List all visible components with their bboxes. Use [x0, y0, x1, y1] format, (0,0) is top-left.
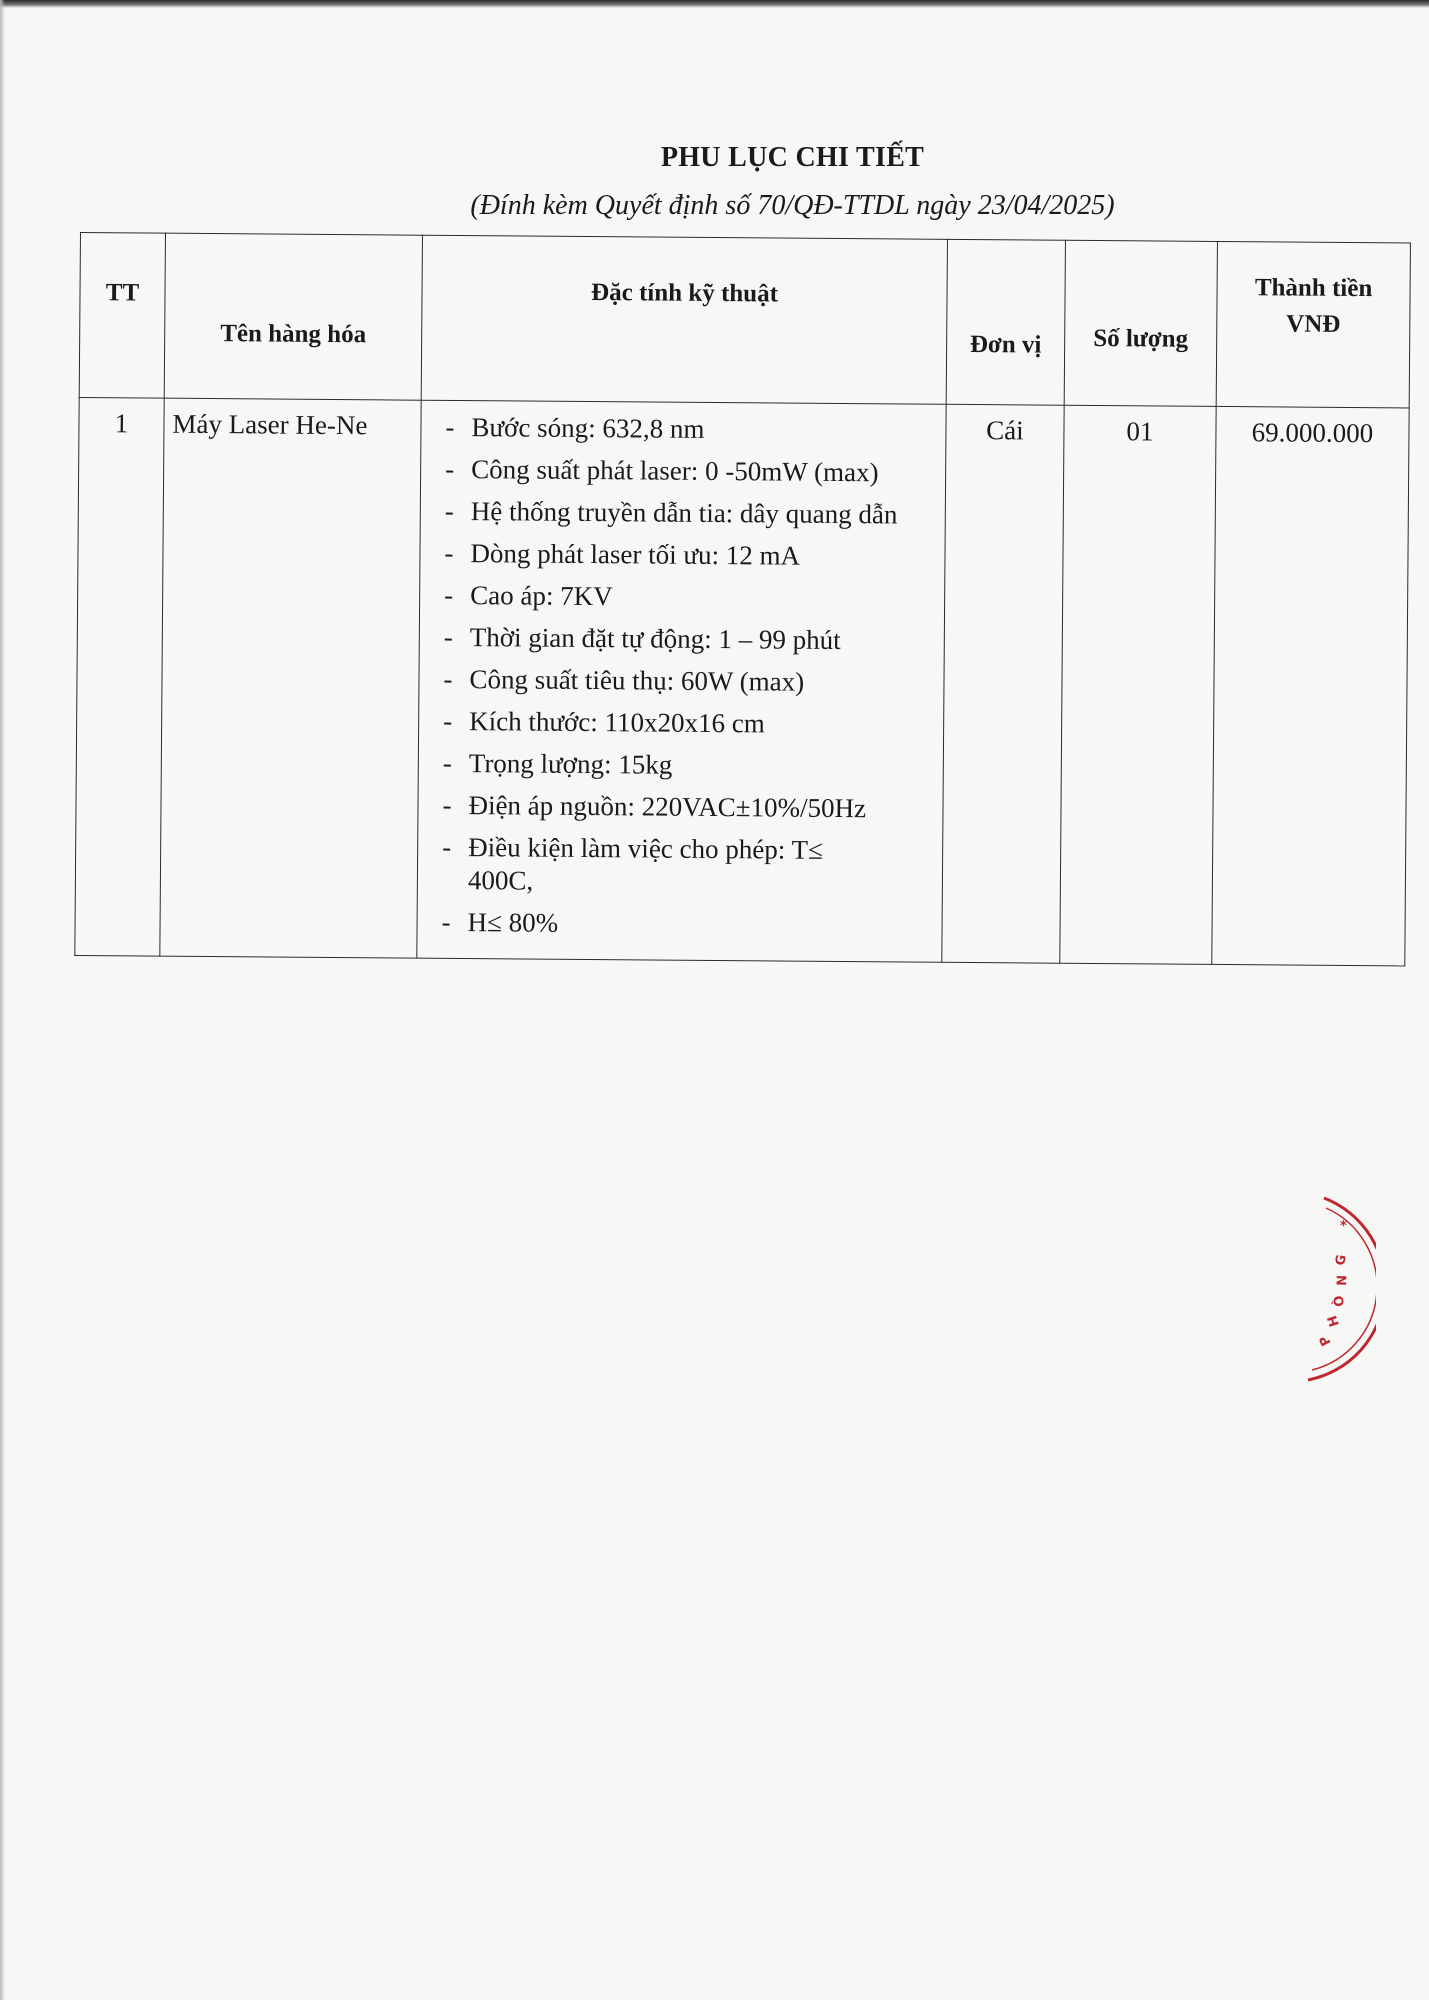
- red-seal-stamp: [1296, 1196, 1376, 1386]
- spec-item-high-voltage: - Cao áp: 7KV: [428, 579, 936, 616]
- cell-item-name: Máy Laser He-Ne: [160, 398, 421, 958]
- svg-text:H: H: [1325, 1313, 1343, 1329]
- header-amount: [1216, 241, 1410, 408]
- scan-left-edge: [0, 0, 5, 2000]
- spec-item-consumption: - Công suất tiêu thụ: 60W (max): [427, 663, 935, 700]
- cell-quantity: 01: [1060, 405, 1216, 964]
- scan-top-edge: [0, 0, 1429, 8]
- header-tt: TT: [79, 233, 165, 399]
- spec-item-wavelength: - Bước sóng: 632,8 nm: [429, 411, 937, 448]
- header-quantity: Số lượng: [1064, 240, 1217, 406]
- header-unit: Đơn vị: [946, 239, 1065, 405]
- header-amount-currency: VNĐ: [1286, 310, 1341, 338]
- header-specification: Đặc tính kỹ thuật: [421, 235, 947, 404]
- spec-item-transmission: - Hệ thống truyền dẫn tia: dây quang dẫn: [429, 495, 937, 532]
- spec-item-weight: - Trọng lượng: 15kg: [427, 747, 935, 784]
- cell-specification: [417, 400, 946, 962]
- svg-text:P: P: [1316, 1332, 1335, 1349]
- spec-item-humidity: - H≤ 80%: [425, 906, 933, 943]
- stamp-star: *: [1340, 1219, 1347, 1234]
- svg-text:N: N: [1335, 1274, 1351, 1287]
- cell-tt: 1: [75, 397, 164, 956]
- cell-unit: Cái: [942, 404, 1064, 963]
- spec-item-timer: - Thời gian đặt tự động: 1 – 99 phút: [428, 621, 936, 658]
- table-header-row: [79, 233, 1410, 408]
- spec-item-laser-power: - Công suất phát laser: 0 -50mW (max): [429, 453, 937, 490]
- spec-list: [425, 411, 937, 943]
- stamp-lettering: [1317, 1219, 1351, 1348]
- header-item-name: Tên hàng hóa: [164, 233, 422, 400]
- spec-item-dimensions: - Kích thước: 110x20x16 cm: [427, 705, 935, 742]
- document-subtitle: (Đính kèm Quyết định số 70/QĐ-TTDL ngày 23/04/2025): [470, 190, 1115, 221]
- spec-item-working-conditions: - Điều kiện làm việc cho phép: T≤ 400C,: [426, 831, 935, 901]
- table-row: [75, 397, 1409, 965]
- svg-text:G: G: [1333, 1253, 1350, 1267]
- svg-text:Ò: Ò: [1331, 1294, 1348, 1308]
- document-title: PHU LỤC CHI TIẾT: [660, 142, 925, 173]
- cell-amount: 69.000.000: [1212, 406, 1409, 965]
- spec-item-power-supply: - Điện áp nguồn: 220VAC±10%/50Hz: [426, 789, 934, 826]
- spec-item-current: - Dòng phát laser tối ưu: 12 mA: [428, 537, 936, 574]
- appendix-table: [74, 232, 1411, 966]
- header-amount-line1: Thành tiền: [1254, 274, 1373, 303]
